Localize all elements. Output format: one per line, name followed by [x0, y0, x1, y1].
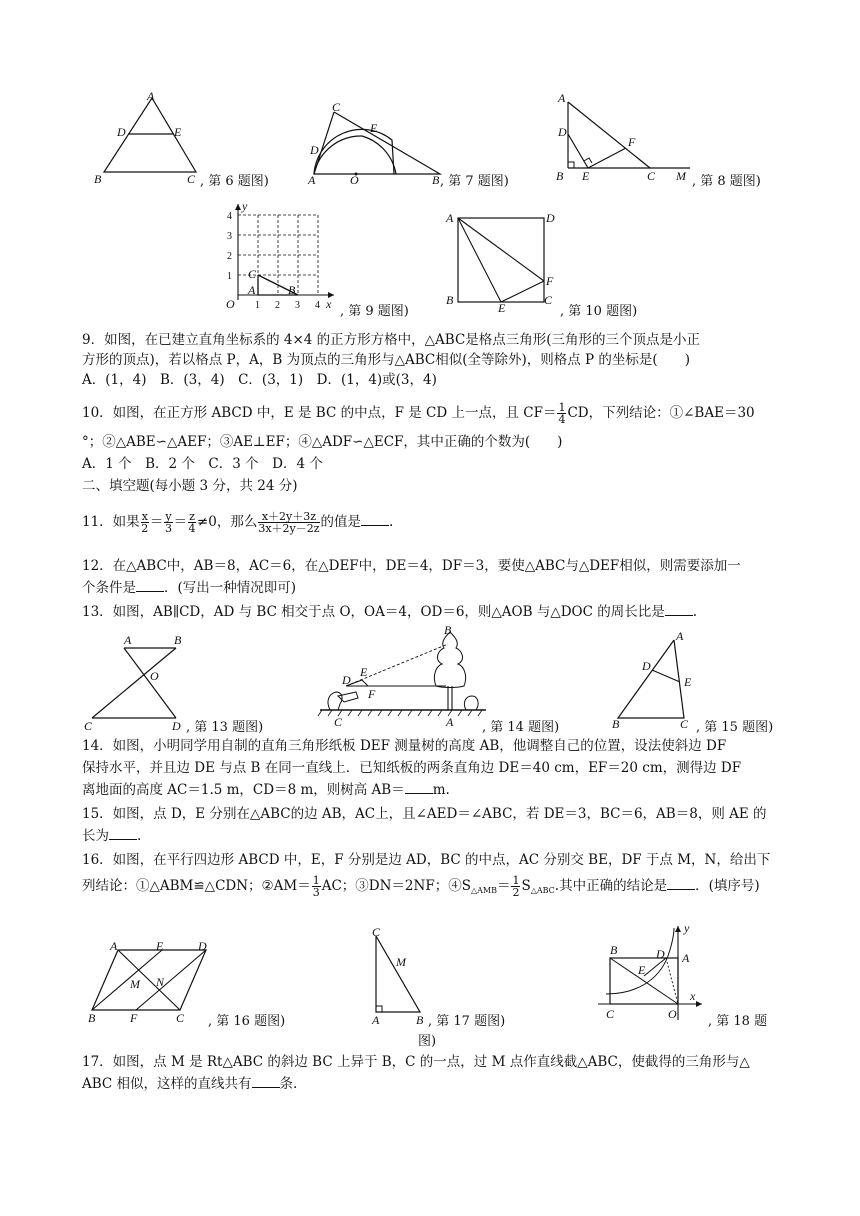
figure-17: [360, 924, 430, 1026]
q12-line2b: ．(写出一种情况即可): [164, 580, 297, 596]
fig8-label-e: E: [582, 169, 590, 183]
fig9-label-y: y: [242, 200, 248, 213]
fig14-label-f: F: [368, 687, 376, 701]
q13-line: [82, 602, 697, 622]
q10-fraction: [557, 402, 566, 425]
fig13-label-o: O: [150, 669, 159, 683]
fig18-label-o: O: [668, 1007, 677, 1021]
q16-f2-den: 2: [512, 886, 520, 899]
fig17-label-c: C: [372, 925, 381, 939]
q11-big-num: x＋2y＋3z: [258, 511, 319, 523]
fig18-caption: , 第 18 题: [708, 1014, 768, 1029]
fig14-caption: , 第 14 题图): [482, 720, 560, 735]
fig18-label-c: C: [606, 1007, 615, 1021]
q14-answer-blank[interactable]: [405, 781, 433, 794]
fig17-label-a: A: [372, 1013, 380, 1026]
fig15-label-d: D: [642, 659, 651, 673]
fig10-caption: , 第 10 题图): [560, 304, 638, 319]
fig9-caption: , 第 9 题图): [340, 304, 409, 319]
fig10-label-c: C: [544, 293, 553, 307]
section-title-fill-blank: 二、填空题(每小题 3 分，共 24 分): [82, 478, 298, 494]
q14-line2: 保持水平，并且边 DE 与点 B 在同一直线上．已知纸板的两条直角边 DE＝40 cm，EF＝20 cm，测得边 DF: [82, 760, 742, 776]
q17-line2: [82, 1074, 297, 1094]
fig6-label-b: B: [94, 172, 102, 184]
q12-line2a: 个条件是: [82, 580, 136, 596]
q10-frac-num: 1: [558, 401, 566, 414]
fig8-label-f: F: [628, 135, 636, 149]
q16-l2a: 列结论：①△ABM≌△CDN；②AM＝: [82, 878, 311, 894]
q16-f1-den: 3: [312, 886, 320, 899]
q11-post: 的值是: [320, 514, 362, 530]
q16-frac-1: [312, 875, 321, 898]
q14-line1: 14．如图，小明同学用自制的直角三角形纸板 DEF 测量树的高度 AB，他调整自己的位置，设法使斜边 DF: [82, 738, 727, 754]
fig7-label-b: B: [432, 173, 440, 186]
q11-f3-den: 4: [188, 522, 196, 535]
q11-big-fraction: [258, 511, 319, 534]
q14-line3: [82, 780, 450, 800]
fig7-label-c: C: [332, 100, 341, 114]
fig7-label-o: O: [350, 173, 359, 186]
q17-line1: 17．如图，点 M 是 Rt△ABC 的斜边 BC 上异于 B，C 的一点，过 M 点作直线截△ABC，使截得的三角形与△: [82, 1054, 750, 1070]
q16-l2f: ．(填序号): [695, 878, 760, 894]
q10-frac-den: 4: [558, 413, 566, 426]
fig13-label-a: A: [124, 633, 132, 647]
q11-f1-den: 2: [141, 522, 149, 535]
fig7-label-e: E: [370, 121, 378, 135]
q16-l2e: .其中正确的结论是: [554, 878, 668, 894]
fig6-label-e: E: [174, 125, 182, 139]
fig15-label-a: A: [676, 629, 684, 643]
fig9-xtick-1: 1: [255, 300, 260, 311]
fig6-label-c: C: [187, 172, 196, 184]
fig14-label-c: C: [334, 715, 343, 729]
q11-frac-z: [188, 511, 196, 534]
fig18-label-d: D: [656, 947, 665, 961]
fig16-label-b: B: [88, 1011, 96, 1024]
q15-line2a: 长为: [82, 828, 109, 844]
q11-f2-den: 3: [165, 522, 173, 535]
figure-13: [80, 632, 192, 732]
fig9-xtick-2: 2: [275, 300, 280, 311]
q16-frac-2: [511, 875, 520, 898]
figure-8: [552, 90, 698, 186]
fig17-label-m: M: [396, 955, 406, 969]
fig9-tick-1: 1: [227, 271, 232, 282]
q10-options: A．1 个 B．2 个 C．3 个 D．4 个: [82, 456, 323, 472]
fig16-label-d: D: [198, 940, 207, 953]
q11-end: .: [389, 514, 394, 530]
q16-answer-blank[interactable]: [667, 877, 695, 890]
q11-f2-num: y: [165, 510, 172, 523]
q11-f1-num: x: [141, 510, 148, 523]
q10-pre: 10．如图，在正方形 ABCD 中，E 是 BC 的中点，F 是 CD 上一点，且 CF＝: [82, 405, 557, 421]
figure-7: [306, 100, 448, 186]
fig9-xtick-3: 3: [295, 300, 300, 311]
q11-frac-y: [164, 511, 172, 534]
q9-line1: 9．如图，在已建立直角坐标系的 4×4 的正方形方格中，△ABC是格点三角形(三角形的三个顶点是小正: [82, 332, 701, 348]
q11-frac-x: [141, 511, 149, 534]
q13-text: 13．如图，AB∥CD，AD 与 BC 相交于点 O，OA＝4，OD＝6，则△AOB 与△DOC 的周长比是: [82, 604, 665, 620]
q11-mid: ≠0，那么: [196, 514, 258, 530]
figure-16: [84, 940, 214, 1024]
figure-15: [606, 628, 708, 732]
q11-big-den: 3x＋2y－2z: [258, 522, 320, 535]
fig8-label-c: C: [647, 169, 656, 183]
fig9-label-a: A: [248, 283, 256, 297]
fig10-label-e: E: [498, 301, 506, 312]
q15-line2: [82, 826, 141, 846]
fig6-caption: , 第 6 题图): [200, 174, 269, 189]
fig13-label-c: C: [84, 719, 93, 732]
q17-line2a: ABC 相似，这样的直线共有: [82, 1076, 252, 1092]
q16-f2-num: 1: [512, 874, 520, 887]
q13-end: .: [692, 604, 698, 620]
q14-line3a: 离地面的高度 AC＝1.5 m，CD＝8 m，则树高 AB＝: [82, 782, 405, 798]
fig9-label-o: O: [226, 297, 235, 311]
fig6-label-d: D: [117, 125, 126, 139]
fig10-label-d: D: [546, 211, 555, 225]
fig7-label-a: A: [308, 173, 316, 186]
q11-f3-num: z: [189, 510, 195, 523]
fig13-label-d: D: [172, 719, 181, 732]
fig16-label-a: A: [110, 940, 118, 953]
fig15-label-e: E: [684, 675, 692, 689]
q13-answer-blank[interactable]: [665, 603, 693, 616]
figure-14: [316, 626, 492, 732]
fig7-label-d: D: [310, 143, 319, 157]
fig13-label-b: B: [174, 633, 182, 647]
fig9-xtick-4: 4: [315, 300, 320, 311]
q16-sub1: △AMB: [470, 886, 497, 895]
fig16-label-m: M: [130, 977, 140, 991]
q16-f1-num: 1: [312, 874, 320, 887]
q12-line1: 12．在△ABC中，AB＝8，AC＝6，在△DEF中，DE＝4，DF＝3，要使△ABC与△DEF相似，则需要添加一: [82, 558, 741, 574]
fig9-label-x: x: [326, 297, 332, 311]
q16-l2c: ＝: [496, 878, 511, 894]
q10-line2: °；②△ABE∽△AEF；③AE⊥EF；④△ADF∽△ECF，其中正确的个数为( ): [82, 434, 563, 450]
q16-line2: [82, 872, 760, 905]
fig14-label-e: E: [360, 665, 368, 679]
q15-line1: 15．如图，点 D，E 分别在△ABC的边 AB，AC上，且∠AED＝∠ABC，若 DE＝3，BC＝6，AB＝8，则 AE 的: [82, 806, 767, 822]
fig15-caption: , 第 15 题图): [696, 720, 774, 735]
fig8-label-b: B: [556, 169, 564, 183]
fig14-label-b: B: [444, 626, 452, 637]
fig7-caption: , 第 7 题图): [440, 174, 509, 189]
fig17-label-b: B: [416, 1013, 424, 1026]
fig16-label-f: F: [130, 1011, 138, 1024]
fig16-caption: , 第 16 题图): [208, 1014, 286, 1029]
q10-line1: [82, 400, 755, 426]
fig8-label-a: A: [558, 91, 566, 105]
q15-answer-blank[interactable]: [109, 827, 137, 840]
q11-answer-blank[interactable]: [361, 513, 389, 526]
fig14-label-d: D: [342, 673, 351, 687]
fig9-label-b: B: [288, 283, 296, 297]
fig9-label-c: C: [248, 267, 257, 281]
q12-line2: [82, 578, 296, 598]
figure-9: [222, 200, 340, 316]
fig9-tick-3: 3: [227, 231, 232, 242]
q14-line3b: m.: [432, 782, 450, 798]
fig18-label-b: B: [610, 943, 618, 957]
fig9-tick-4: 4: [227, 211, 232, 222]
q9-options: A．(1，4) B．(3，4) C．(3，1) D．(1，4)或(3，4): [82, 372, 437, 388]
q9-line2: 方形的顶点)，若以格点 P，A，B 为顶点的三角形与△ABC相似(全等除外)，则格点 P 的坐标是( ): [82, 352, 690, 368]
fig16-label-c: C: [176, 1011, 185, 1024]
q12-answer-blank[interactable]: [136, 579, 164, 592]
fig16-label-n: N: [156, 975, 165, 989]
fig18-label-a: A: [682, 951, 690, 965]
fig18-label-y: y: [684, 921, 690, 935]
fig10-label-b: B: [446, 293, 454, 307]
fig13-caption: , 第 13 题图): [186, 720, 264, 735]
fig18-label-e: E: [638, 963, 646, 977]
q11-line: 11．如果 $\frac{x}{2}$ ＝ $\frac{y}{3}$ ＝ $\frac{z}{4}$ ≠0，那么 $\frac{x+2y+3z}{3x+2y-2z}$ 的值是 .: [82, 510, 394, 535]
fig17-caption-wrap: 图): [418, 1034, 437, 1049]
fig10-label-f: F: [546, 274, 554, 288]
fig18-label-x: x: [690, 989, 696, 1003]
q16-sub2: △ABC: [530, 886, 555, 895]
figure-6: [90, 88, 200, 184]
q15-line2b: .: [137, 828, 142, 844]
q17-answer-blank[interactable]: [252, 1075, 280, 1088]
fig15-label-b: B: [612, 717, 620, 731]
q16-line1: 16．如图，在平行四边形 ABCD 中，E，F 分别是边 AD，BC 的中点，AC 分别交 BE，DF 于点 M，N，给出下: [82, 852, 771, 868]
figure-10: [442, 208, 560, 312]
fig14-label-a: A: [446, 715, 454, 729]
fig15-label-c: C: [680, 717, 689, 731]
q17-line2b: 条.: [279, 1076, 298, 1092]
figure-18: [594, 920, 710, 1026]
q10-post: CD，下列结论：①∠BAE＝30: [567, 405, 755, 421]
q16-l2d: S: [521, 878, 531, 894]
fig8-caption: , 第 8 题图): [692, 174, 761, 189]
fig17-caption: , 第 17 题图): [428, 1014, 506, 1029]
fig8-label-m: M: [676, 169, 686, 183]
fig9-tick-2: 2: [227, 251, 232, 262]
q11-pre: 11．如果: [82, 514, 140, 530]
fig8-label-d: D: [558, 125, 567, 139]
fig6-label-a: A: [147, 89, 155, 103]
fig16-label-e: E: [156, 940, 164, 953]
q16-l2b: AC；③DN＝2NF；④S: [321, 878, 471, 894]
fig10-label-a: A: [446, 211, 454, 225]
